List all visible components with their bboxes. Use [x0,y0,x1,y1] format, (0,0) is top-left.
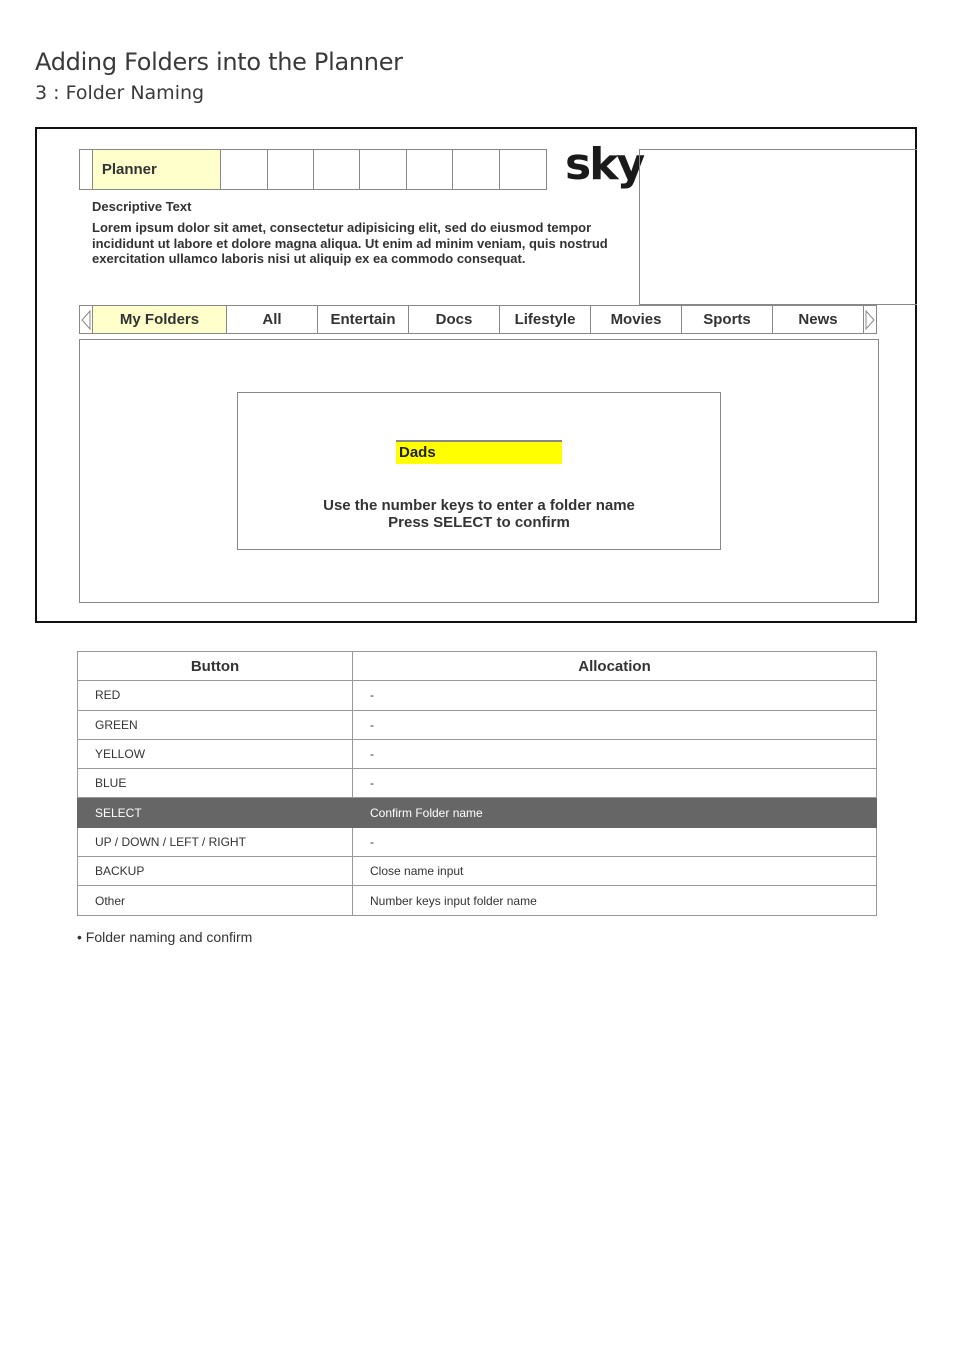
tab-entertain[interactable]: Entertain [318,305,409,334]
planner-label[interactable]: Planner [93,150,221,189]
button-cell: GREEN [78,710,353,739]
scroll-left-button[interactable] [79,305,92,334]
tab-sports[interactable]: Sports [682,305,773,334]
description-body: Lorem ipsum dolor sit amet, consectetur adipisicing elit, sed do eiusmod tempor incididunt ut labore et dolore magna aliqua. Ut enim ad minim veniam, quis nostrud exercitation ullamco laboris nisi ut aliquip ex ea commodo consequat. [92,220,608,266]
screen-mockup-frame [35,127,917,623]
tab-movies[interactable]: Movies [591,305,682,334]
sky-logo: sky [565,139,644,190]
button-cell: YELLOW [78,739,353,768]
tab-my-folders[interactable]: My Folders [92,305,227,334]
dialog-help-text: Use the number keys to enter a folder name [323,497,635,514]
tab-news[interactable]: News [773,305,864,334]
allocation-cell: Confirm Folder name [353,798,877,827]
table-row [78,769,877,798]
table-header-row [78,652,877,681]
column-header-button: Button [78,652,353,681]
header-strip-cell [453,150,499,189]
planner-header-strip [79,149,547,190]
table-row [78,681,877,710]
column-header-allocation: Allocation [353,652,877,681]
folder-content-area [79,339,879,603]
page-title: Adding Folders into the Planner [35,48,403,76]
dialog-confirm-text: Press SELECT to confirm [388,514,570,531]
button-cell: BACKUP [78,857,353,886]
triangle-right-icon [865,310,875,330]
footnote: • Folder naming and confirm [77,929,253,945]
header-strip-cell [314,150,360,189]
allocation-cell: - [353,710,877,739]
allocation-cell: - [353,681,877,710]
triangle-left-icon [81,310,91,330]
button-cell: BLUE [78,769,353,798]
allocation-cell: Number keys input folder name [353,886,877,915]
preview-image-placeholder [639,149,917,305]
table-row [78,886,877,915]
allocation-cell: - [353,739,877,768]
table-row [78,827,877,856]
button-cell: SELECT [78,798,353,827]
button-cell: Other [78,886,353,915]
category-tabs [79,305,877,334]
header-strip-cell [360,150,406,189]
tab-lifestyle[interactable]: Lifestyle [500,305,591,334]
table-row [78,710,877,739]
allocation-cell: Close name input [353,857,877,886]
allocation-cell: - [353,769,877,798]
tab-all[interactable]: All [227,305,318,334]
header-strip-cell [268,150,314,189]
header-strip-cell [407,150,453,189]
header-strip-cell [500,150,546,189]
tab-docs[interactable]: Docs [409,305,500,334]
description-title: Descriptive Text [92,199,192,214]
button-cell: RED [78,681,353,710]
scroll-right-button[interactable] [864,305,877,334]
header-strip-cell [221,150,267,189]
page-subtitle: 3 : Folder Naming [35,82,205,104]
table-row [78,739,877,768]
button-allocation-table [77,651,877,916]
header-strip-lead-cell [80,150,93,189]
folder-name-dialog [237,392,721,550]
button-cell: UP / DOWN / LEFT / RIGHT [78,827,353,856]
folder-name-input[interactable]: Dads [396,440,562,464]
table-row [78,857,877,886]
allocation-cell: - [353,827,877,856]
table-row-highlighted [78,798,877,827]
